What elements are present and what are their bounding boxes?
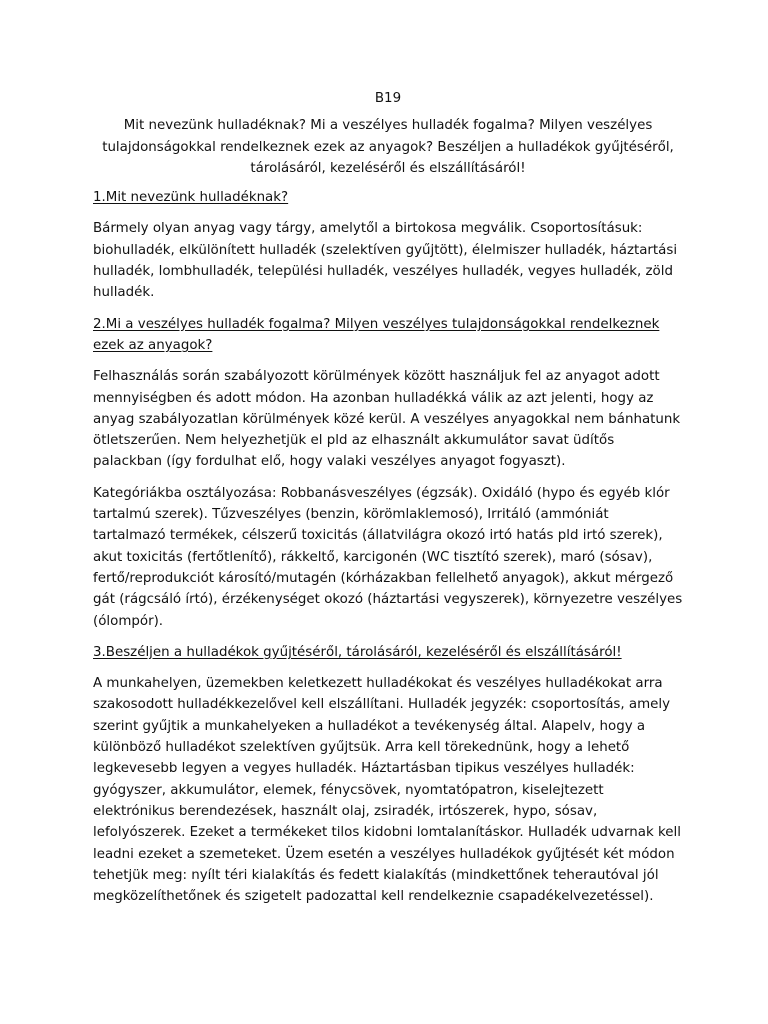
- section-heading-3: 3.Beszéljen a hulladékok gyűjtéséről, tárolásáról, kezeléséről és elszállításáról!: [93, 644, 622, 660]
- section-heading-1: 1.Mit nevezünk hulladéknak?: [93, 190, 289, 206]
- section-1-paragraph-1: Bármely olyan anyag vagy tárgy, amelytől a birtokosa megválik. Csoportosításuk: biohulladék, elkülönített hulladék (szelektíven gyűjtött), élelmiszer hulladék, háztartási hulladék, lombhulladék, települési hulladék, veszélyes hulladék, vegyes hulladék, zöld hulladék.: [93, 221, 678, 301]
- section-3-paragraph-1: A munkahelyen, üzemekben keletkezett hulladékokat és veszélyes hulladékokat arra szakosodott hulladékkezelővel kell elszállítani. Hulladék jegyzék: csoportosítás, amely szerint gyűjtik a munkahelyeken a hulladékot a tevékenység által. Alapelv, hogy a különböző hulladékot szelektíven gyűjtsük. Arra kell törekednünk, hogy a lehető legkevesebb legyen a vegyes hulladék. Háztartásban tipikus veszélyes hulladék: gyógyszer, akkumulátor, elemek, fénycsövek, nyomtatópatron, kiselejtezett elektrónikus berendezések, használt olaj, zsiradék, irtószerek, hypo, sósav, lefolyószerek. Ezeket a termékeket tilos kidobni lomtalanításkor. Hulladék udvarnak kell leadni ezeket a szemeteket. Üzem esetén a veszélyes hulladékok gyűjtését két módon tehetjük meg: nyílt téri kialakítás és fedett kialakítás (mindkettőnek teherautóval jól megközelíthetőnek és szigetelt padozattal kell rendelkeznie csapadékelvezetéssel).: [93, 676, 681, 905]
- question-title: Mit nevezünk hulladéknak? Mi a veszélyes hulladék fogalma? Milyen veszélyes tulajdonságokkal rendelkeznek ezek az anyagok? Beszéljen a hulladékok gyűjtéséről, tárolásáról, kezeléséről és elszállításáról!: [102, 118, 674, 176]
- document-content: [93, 88, 683, 917]
- section-2-paragraph-2: Kategóriákba osztályozása: Robbanásveszélyes (égzsák). Oxidáló (hypo és egyéb klór tartalmú szerek). Tűzveszélyes (benzin, körömlaklemosó), Irritáló (ammóniát tartalmazó termékek, célszerű toxicitás (állatvilágra okozó irtó hatás pld irtó szerek), akut toxicitás (fertőtlenítő), rákkeltő, karcigonén (WC tisztító szerek), maró (sósav), fertő/reprodukciót károsító/mutagén (kórházakban fellelhető anyagok), akkut mérgező gát (rágcsáló írtó), érzékenységet okozó (háztartási vegyszerek), környezetre veszélyes (ólompór).: [93, 485, 683, 629]
- section-2-paragraph-1: Felhasználás során szabályozott körülmények között használjuk fel az anyagot adott mennyiségben és adott módon. Ha azonban hulladékká válik az azt jelenti, hogy az anyag szabályozatlan körülmények közé kerül. A veszélyes anyagokkal nem bánhatunk ötletszerűen. Nem helyezhetjük el pld az elhasznált akkumulátor savat üdítős palackban (így fordulhat elő, hogy valaki veszélyes anyagot fogyaszt).: [93, 369, 681, 470]
- section-heading-2: 2.Mi a veszélyes hulladék fogalma? Milyen veszélyes tulajdonságokkal rendelkeznek ezek az anyagok?: [93, 316, 660, 353]
- document-code: B19: [374, 91, 402, 106]
